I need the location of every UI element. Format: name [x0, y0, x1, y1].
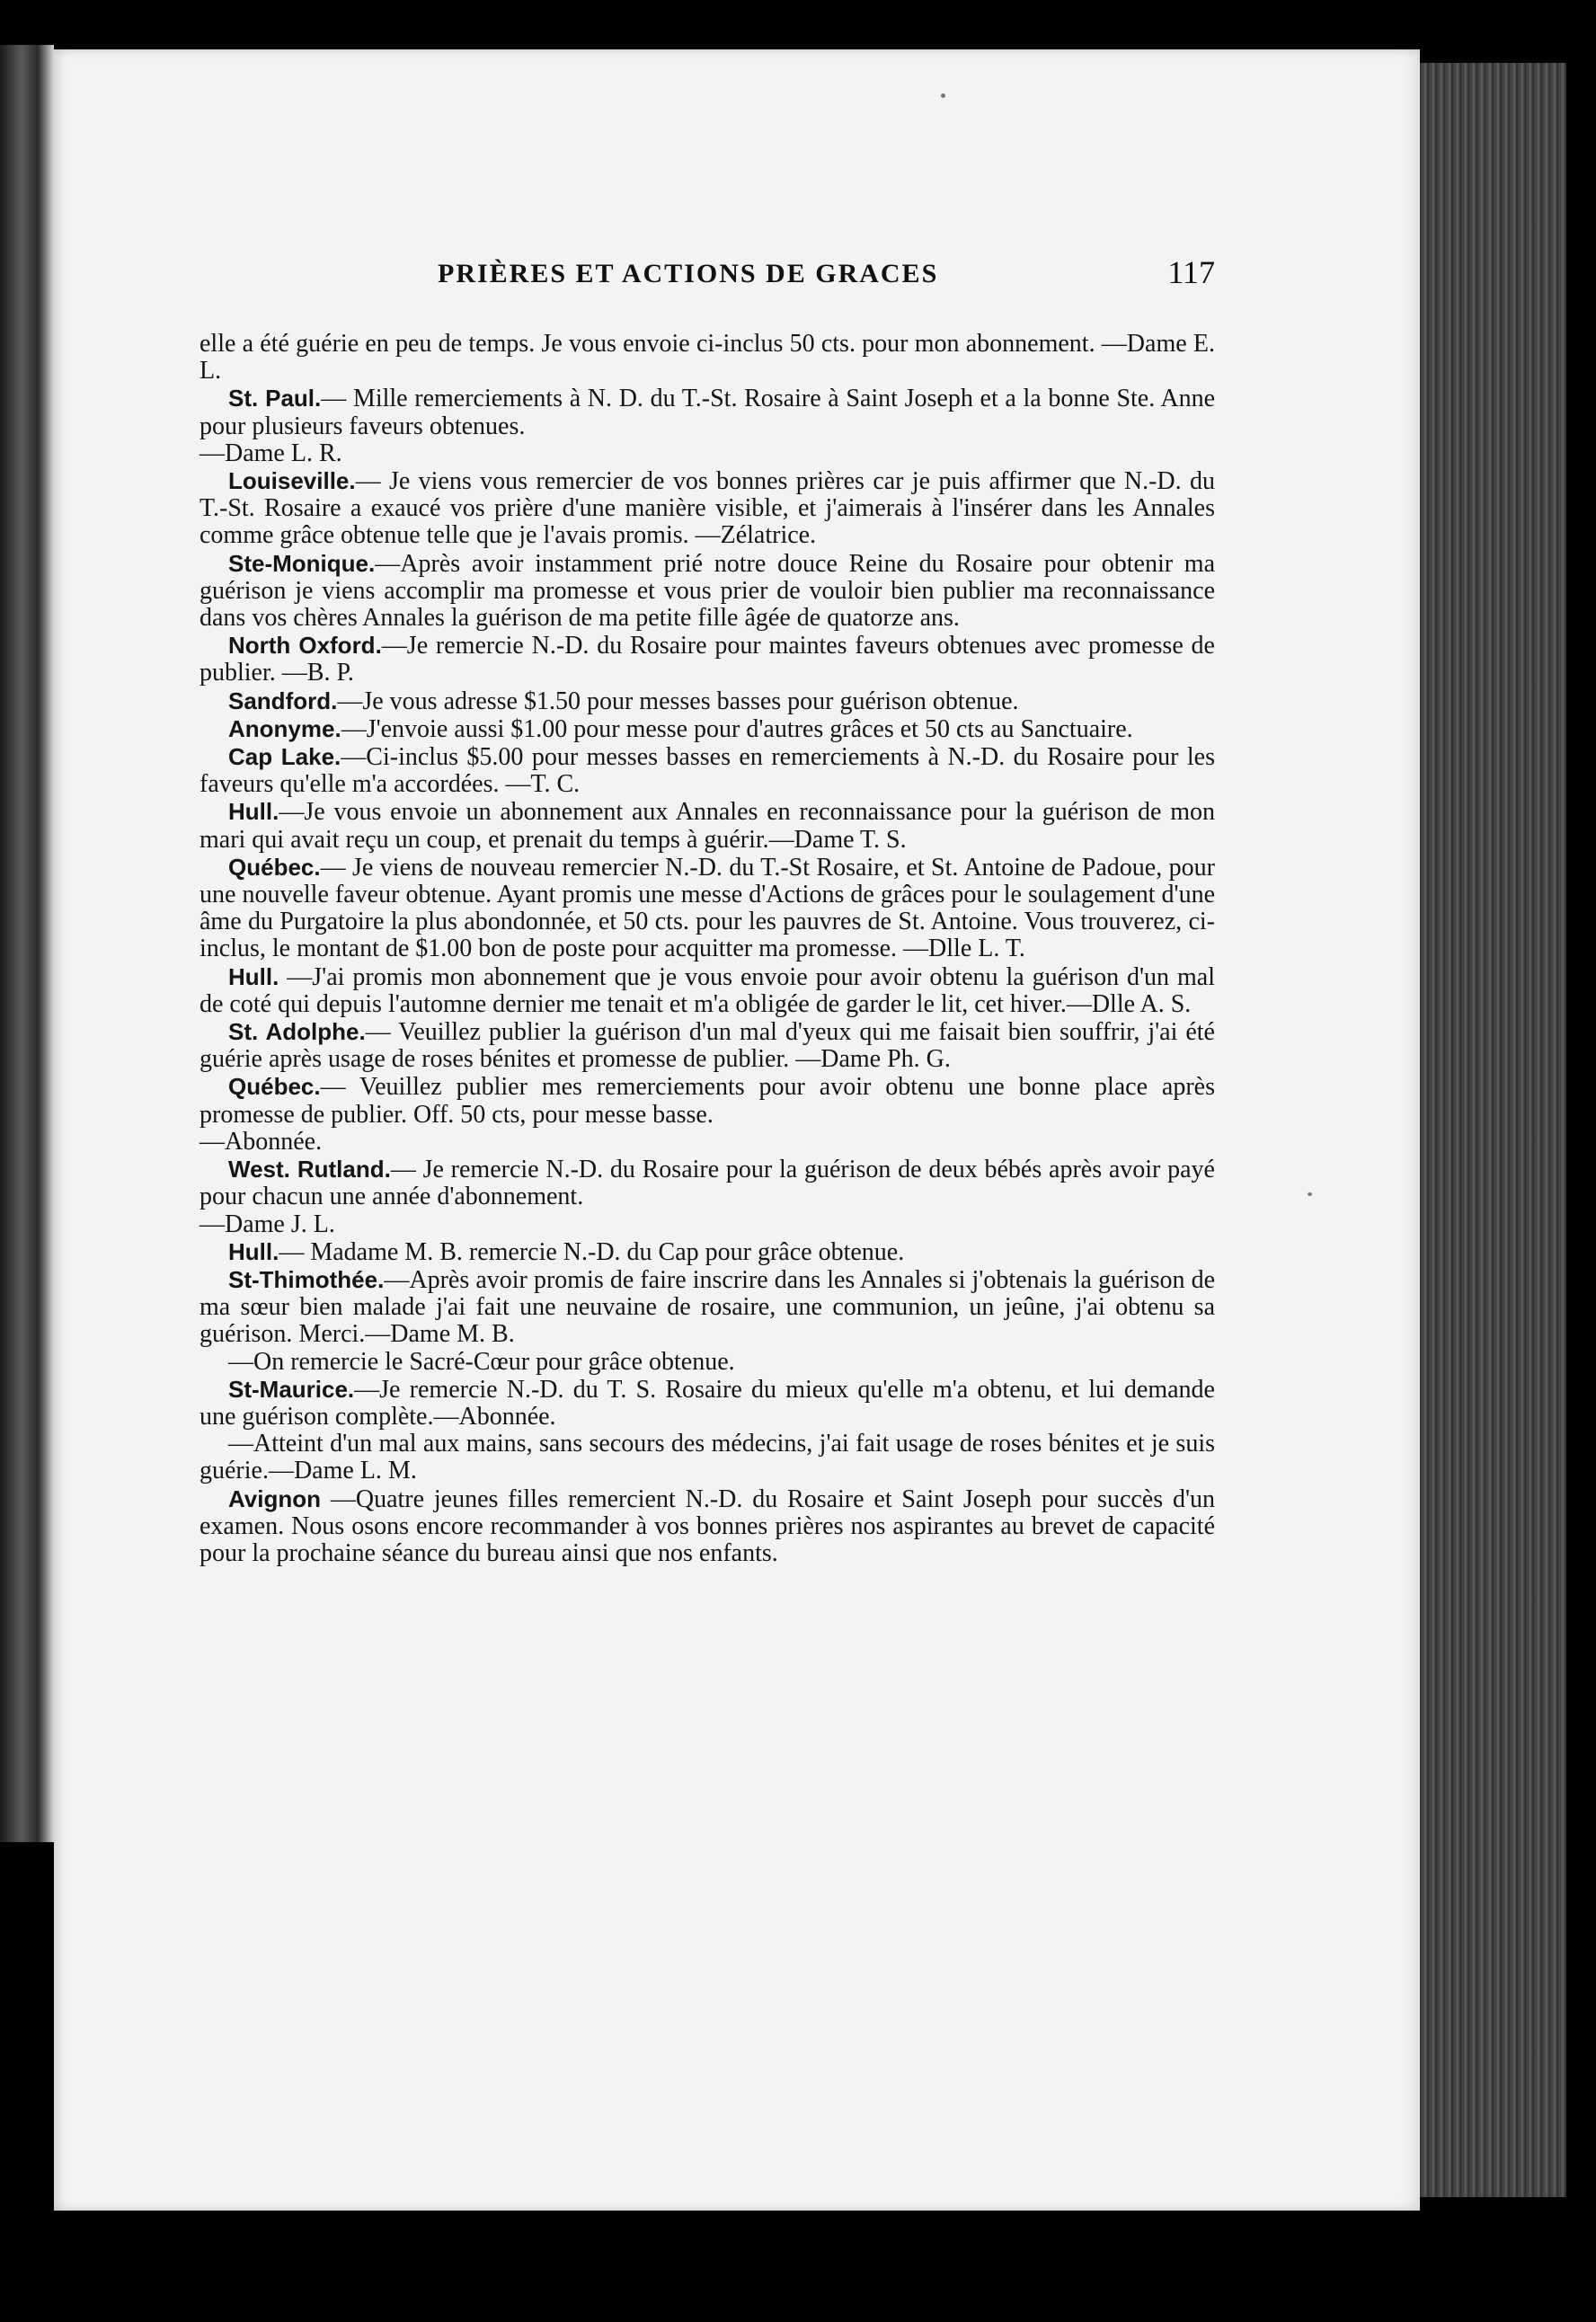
place-name: Anonyme.: [228, 714, 341, 742]
place-name: St-Thimothée.: [228, 1265, 385, 1293]
entry-text: —On remercie le Sacré-Cœur pour grâce obtenue.: [228, 1347, 735, 1376]
entry-text: —Après avoir promis de faire inscrire dans les Annales si j'obtenais la guérison de ma sœur bien malade j'ai fait une neuvaine de rosaire, une communion, un jeûne, j'ai obtenu sa guérison. Merci.—Dame M. B.: [200, 1265, 1215, 1349]
running-header: [200, 253, 1215, 298]
entry: [200, 1073, 1215, 1128]
entry-text: — Je viens vous remercier de vos bonnes prières car je puis affirmer que N.-D. du T.-St. Rosaire a exaucé vos prière d'une manière visible, et j'aimerais à l'insérer dans les Annales comme grâce obtenue telle que je l'avais promis. —Zélatrice.: [200, 467, 1215, 550]
entry: [200, 798, 1215, 853]
page-number: 117: [1167, 254, 1215, 290]
entry-text: — Madame M. B. remercie N.-D. du Cap pour grâce obtenue.: [279, 1237, 905, 1266]
speck: [941, 93, 945, 98]
entry-text: —J'ai promis mon abonnement que je vous envoie pour avoir obtenu la guérison d'un mal de coté qui depuis l'automne dernier me tenait et m'a obligée de garder le lit, cet hiver.—Dlle A. S.: [200, 962, 1215, 1018]
place-name: Hull.: [228, 1237, 279, 1265]
entry-text: —Je vous envoie un abonnement aux Annales en reconnaissance pour la guérison de mon mari qui avait reçu un coup, et prenait du temps à guérir.—Dame T. S.: [200, 798, 1215, 854]
entry-text: elle a été guérie en peu de temps. Je vous envoie ci-inclus 50 cts. pour mon abonnement. —Dame E. L.: [200, 330, 1215, 386]
entry-text: —Je remercie N.-D. du Rosaire pour maintes faveurs obtenues avec promesse de publier. —B. P.: [200, 632, 1215, 687]
place-name: Hull.: [228, 962, 279, 990]
entry-signoff: —Dame L. R.: [200, 439, 342, 467]
entry-text: — Veuillez publier mes remerciements pour avoir obtenu une bonne place après promesse de publier. Off. 50 cts, pour messe basse.: [200, 1073, 1215, 1129]
text-block: [200, 331, 1215, 1567]
entry: [200, 331, 1215, 385]
running-title: PRIÈRES ET ACTIONS DE GRACES: [438, 259, 939, 288]
entry: [200, 687, 1215, 715]
entry: [200, 550, 1215, 633]
place-name: Québec.: [228, 853, 321, 881]
entry: [200, 743, 1215, 798]
place-name: West. Rutland.: [228, 1156, 391, 1183]
entry: [200, 1349, 1215, 1376]
entry: [200, 963, 1215, 1018]
entry-text: —Après avoir instamment prié notre douce Reine du Rosaire pour obtenir ma guérison je viens accomplir ma promesse et vous prier de vouloir bien publier ma reconnaissance dans vos chères Annales la guérison de ma petite fille âgée de quatorze ans.: [200, 549, 1215, 633]
entry: [200, 1431, 1215, 1484]
place-name: North Oxford.: [228, 632, 382, 660]
entry: [200, 1485, 1215, 1568]
place-name: Hull.: [228, 798, 279, 826]
entry: [200, 1376, 1215, 1431]
entry-text: — Je remercie N.-D. du Rosaire pour la guérison de deux bébés après avoir payé pour chacun une année d'abonnement.: [200, 1156, 1215, 1211]
entry: [200, 632, 1215, 687]
entry-text: — Je viens de nouveau remercier N.-D. du T.-St Rosaire, et St. Antoine de Padoue, pour une nouvelle faveur obtenue. Ayant promis une messe d'Actions de grâces pour le soulagement d'une âme du Purgatoire la plus abondonnée, et 50 cts. pour les pauvres de St. Antoine. Vous trouverez, ci-inclus, le montant de $1.00 bon de poste pour acquitter ma promesse. —Dlle L. T.: [200, 853, 1215, 963]
place-name: St. Adolphe.: [228, 1018, 366, 1046]
place-name: Avignon: [228, 1484, 322, 1512]
entry-text: — Mille remerciements à N. D. du T.-St. Rosaire à Saint Joseph et a la bonne Ste. Anne pour plusieurs faveurs obtenues.: [200, 385, 1216, 440]
place-name: Cap Lake.: [228, 743, 341, 771]
entry-text: —Quatre jeunes filles remercient N.-D. du Rosaire et Saint Joseph pour succès d'un examen. Nous osons encore recommander à vos bonnes prières nos aspirantes au brevet de capacité pour la prochaine séance du bureau ainsi que nos enfants.: [200, 1484, 1215, 1567]
place-name: Louiseville.: [228, 467, 356, 495]
entry-text: —Je vous adresse $1.50 pour messes basses pour guérison obtenue.: [337, 687, 1019, 715]
entry: [200, 1238, 1215, 1266]
speck: [1308, 1192, 1312, 1196]
entry: [200, 715, 1215, 743]
book-binding: [0, 45, 54, 1842]
entry-text: —J'envoie aussi $1.00 pour messe pour d'autres grâces et 50 cts au Sanctuaire.: [341, 714, 1133, 743]
entry-text: — Veuillez publier la guérison d'un mal d'yeux qui me faisait bien souffrir, j'ai été guérie après usage de roses bénites et promesse de publier. —Dame Ph. G.: [200, 1018, 1215, 1074]
entry-signoff: —Dame J. L.: [200, 1210, 335, 1238]
entry: [200, 1018, 1215, 1073]
place-name: Ste-Monique.: [228, 549, 376, 577]
entry: [200, 1266, 1215, 1349]
entry: [200, 385, 1215, 439]
entry: [200, 467, 1215, 550]
entry-text: —Je remercie N.-D. du T. S. Rosaire du mieux qu'elle m'a obtenu, et lui demande une guérison complète.—Abonnée.: [200, 1375, 1215, 1431]
entry: [200, 1156, 1215, 1210]
place-name: Sandford.: [228, 687, 338, 714]
entry: [200, 854, 1215, 963]
place-name: Québec.: [228, 1073, 321, 1101]
entry-text: —Ci-inclus $5.00 pour messes basses en remerciements à N.-D. du Rosaire pour les faveurs qu'elle m'a accordées. —T. C.: [200, 743, 1215, 799]
entry-text: —Atteint d'un mal aux mains, sans secours des médecins, j'ai fait usage de roses bénites et je suis guérie.—Dame L. M.: [200, 1430, 1215, 1485]
place-name: St. Paul.: [228, 385, 322, 412]
place-name: St-Maurice.: [228, 1375, 355, 1403]
entry-signoff: —Abonnée.: [200, 1127, 323, 1156]
